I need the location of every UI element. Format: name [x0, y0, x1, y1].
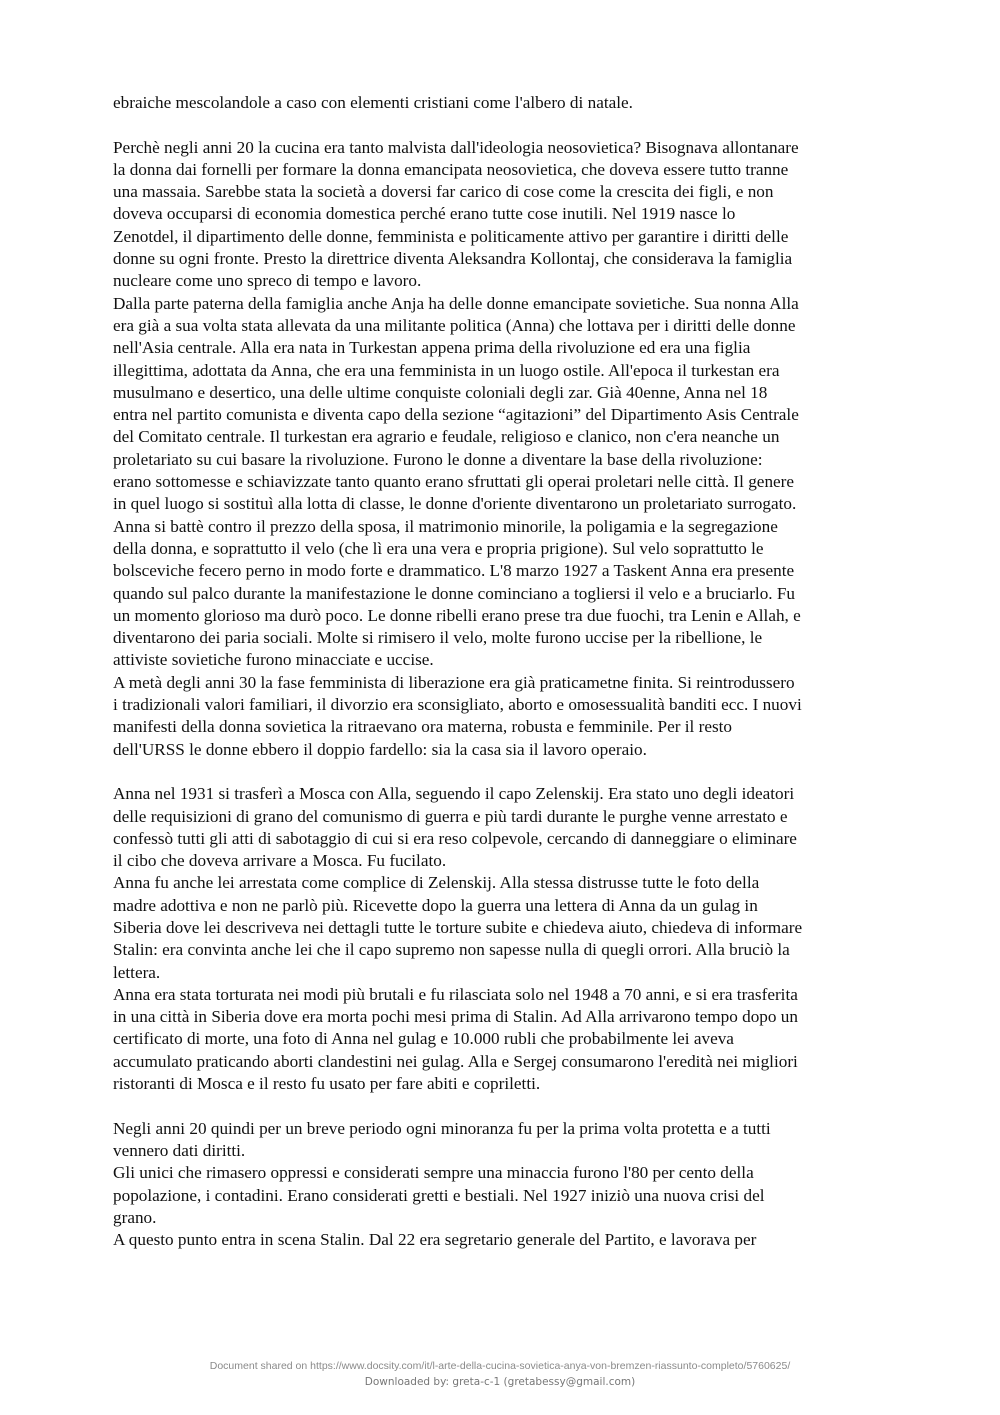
text-line: illegittima, adottata da Anna, che era una femminista in un luogo ostile. All'epoca il turkestan era — [113, 360, 780, 380]
text-line: una massaia. Sarebbe stata la società a doversi far carico di cose come la crescita dei figli, e non — [113, 182, 774, 202]
text-line: popolazione, i contadini. Erano considerati gretti e bestiali. Nel 1927 iniziò una nuova crisi del — [113, 1185, 765, 1205]
text-line: i tradizionali valori familiari, il divorzio era sconsigliato, aborto e omosessualità banditi ecc. I nuovi — [113, 695, 802, 715]
text-line: Zenotdel, il dipartimento delle donne, femminista e politicamente attivo per garantire i diritti delle — [113, 226, 789, 246]
text-line: doveva occuparsi di economia domestica perché erano tutte cose inutili. Nel 1919 nasce lo — [113, 204, 736, 224]
body-text — [113, 92, 903, 1251]
text-line: accumulato praticando aborti clandestini nei gulag. Alla e Sergej consumarono l'eredità nei migliori — [113, 1051, 798, 1071]
text-line: ristoranti di Mosca e il resto fu usato per fare abiti e copriletti. — [113, 1074, 541, 1094]
text-line: dell'URSS le donne ebbero il doppio fardello: sia la casa sia il lavoro operaio. — [113, 739, 647, 759]
text-line: attiviste sovietiche furono minacciate e uccise. — [113, 650, 434, 670]
text-line: musulmano e desertico, una delle ultime conquiste coloniali degli zar. Già 40enne, Anna nel 18 — [113, 382, 768, 402]
text-line: Dalla parte paterna della famiglia anche Anja ha delle donne emancipate sovietiche. Sua nonna Alla — [113, 293, 799, 313]
text-line: delle requisizioni di grano del comunismo di guerra e più tardi durante le purghe venne arrestato e — [113, 806, 788, 826]
footer-shared-link[interactable]: Document shared on https://www.docsity.com/it/l-arte-della-cucina-sovietica-anya-von-bremzen-riassunto-completo/5760625/ — [209, 1360, 791, 1372]
text-line: Stalin: era convinta anche lei che il capo supremo non sapesse nulla di quegli orrori. Alla bruciò la — [113, 940, 790, 960]
text-line: Anna nel 1931 si trasferì a Mosca con Alla, seguendo il capo Zelenskij. Era stato uno degli ideatori — [113, 784, 795, 804]
text-line: lettera. — [113, 962, 161, 982]
text-line: certificato di morte, una foto di Anna nel gulag e 10.000 rubli che probabilmente lei aveva — [113, 1029, 734, 1049]
text-line: un momento glorioso ma durò poco. Le donne ribelli erano prese tra due fuochi, tra Lenin e Allah, e — [113, 605, 801, 625]
paragraph-gap — [113, 1095, 903, 1117]
text-line: Siberia dove lei descriveva nei dettagli tutte le torture subite e chiedeva aiuto, chiedeva di informare — [113, 917, 803, 937]
text-line: Gli unici che rimasero oppressi e considerati sempre una minaccia furono l'80 per cento della — [113, 1163, 754, 1183]
text-line: nucleare come uno spreco di tempo e lavoro. — [113, 271, 422, 291]
text-line: la donna dai fornelli per formare la donna emancipata neosovietica, che doveva essere tutto tranne — [113, 159, 789, 179]
text-line: il cibo che doveva arrivare a Mosca. Fu fucilato. — [113, 851, 447, 871]
text-line: ebraiche mescolandole a caso con elementi cristiani come l'albero di natale. — [113, 93, 633, 112]
text-line: del Comitato centrale. Il turkestan era agrario e feudale, religioso e clanico, non c'era neanche un — [113, 427, 780, 447]
text-line: era già a sua volta stata allevata da una militante politica (Anna) che lottava per i diritti delle donne — [113, 315, 796, 335]
text-line: erano sottomesse e schiavizzate tanto quanto erano sfruttati gli operai proletari nelle città. Il genere — [113, 472, 795, 492]
text-line: confessò tutti gli atti di sabotaggio di cui si era reso colpevole, cercando di danneggiare o eliminare — [113, 828, 797, 848]
paragraph-gap — [113, 114, 903, 136]
text-line: vennero dati diritti. — [113, 1140, 246, 1160]
text-line: nell'Asia centrale. Alla era nata in Turkestan appena prima della rivoluzione ed era una figlia — [113, 338, 751, 358]
text-line: madre adottiva e non ne parlò più. Ricevette dopo la guerra una lettera di Anna da un gulag in — [113, 895, 758, 915]
text-line: A questo punto entra in scena Stalin. Dal 22 era segretario generale del Partito, e lavorava per — [113, 1230, 757, 1250]
text-line: donne su ogni fronte. Presto la direttrice diventa Aleksandra Kollontaj, che considerava la famiglia — [113, 249, 793, 269]
footer-downloaded-by: Downloaded by: greta-c-1 (gretabessy@gmail.com) — [364, 1376, 636, 1388]
text-line: Anna fu anche lei arrestata come complice di Zelenskij. Alla stessa distrusse tutte le foto della — [113, 873, 760, 893]
document-footer — [0, 1358, 1000, 1390]
text-line: in quel luogo si sostituì alla lotta di classe, le donne d'oriente diventarono un proletariato surrogato. — [113, 494, 797, 514]
text-line: diventarono dei paria sociali. Molte si rimisero il velo, molte furono uccise per la ribellione, le — [113, 628, 763, 648]
text-line: A metà degli anni 30 la fase femminista di liberazione era già praticametne finita. Si reintrodussero — [113, 672, 795, 692]
text-line: in una città in Siberia dove era morta pochi mesi prima di Stalin. Ad Alla arrivarono tempo dopo un — [113, 1007, 798, 1027]
text-line: proletariato su cui basare la rivoluzione. Furono le donne a diventare la base della rivoluzione: — [113, 449, 763, 469]
text-line: Anna era stata torturata nei modi più brutali e fu rilasciata solo nel 1948 a 70 anni, e si era trasferita — [113, 984, 798, 1004]
text-line: quando sul palco durante la manifestazione le donne cominciano a togliersi il velo e a bruciarlo. Fu — [113, 583, 796, 603]
text-line: Anna si battè contro il prezzo della sposa, il matrimonio minorile, la poligamia e la segregazione — [113, 516, 778, 536]
text-line: grano. — [113, 1207, 157, 1227]
paragraph-gap — [113, 761, 903, 783]
text-line: entra nel partito comunista e diventa capo della sezione “agitazioni” del Dipartimento Asis Centrale — [113, 405, 799, 425]
text-line: della donna, e soprattutto il velo (che lì era una vera e propria prigione). Sul velo soprattutto le — [113, 538, 764, 558]
text-line: Perchè negli anni 20 la cucina era tanto malvista dall'ideologia neosovietica? Bisognava allontanare — [113, 137, 799, 157]
text-line: manifesti della donna sovietica la ritraevano ora materna, robusta e femminile. Per il resto — [113, 717, 733, 737]
text-line: bolsceviche fecero perno in modo forte e drammatico. L'8 marzo 1927 a Taskent Anna era presente — [113, 561, 795, 581]
text-line: Negli anni 20 quindi per un breve periodo ogni minoranza fu per la prima volta protetta e a tutti — [113, 1118, 771, 1138]
